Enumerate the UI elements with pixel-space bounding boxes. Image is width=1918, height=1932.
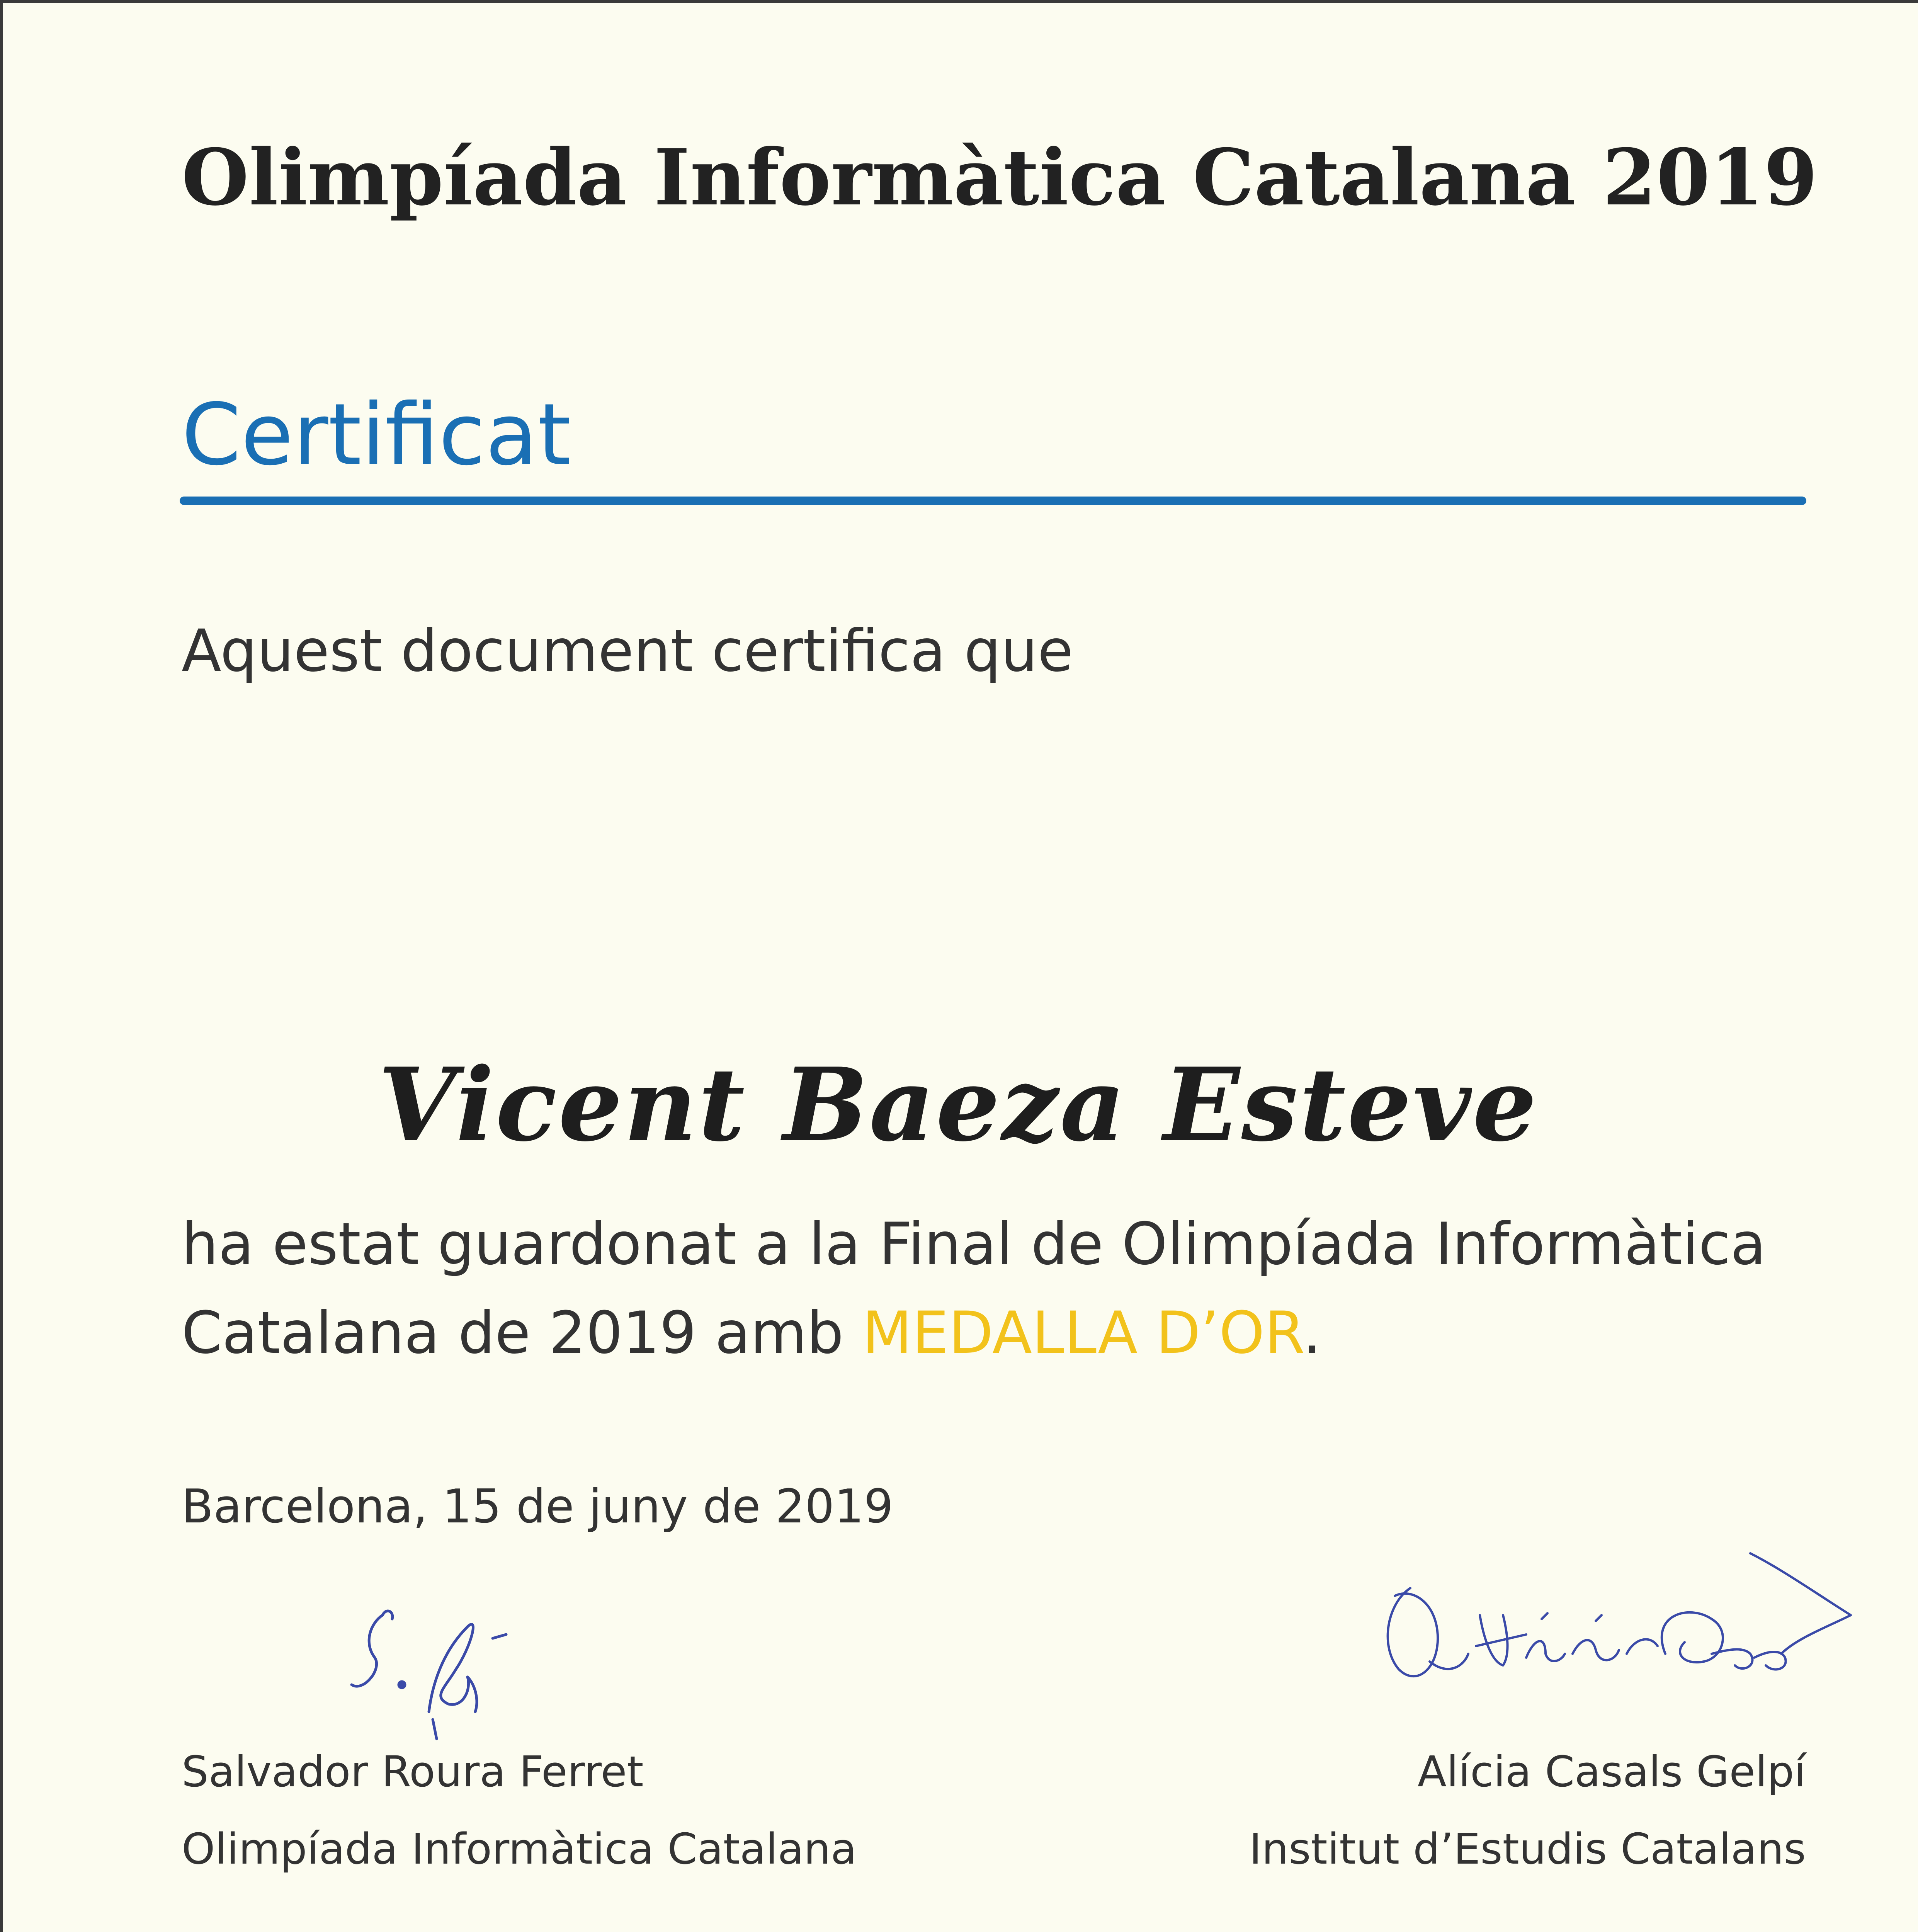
scan-border-left <box>0 0 3 1932</box>
award-text-suffix: . <box>1302 1299 1321 1367</box>
signature-left <box>340 1592 556 1754</box>
certificate-heading: Certificat <box>182 385 571 484</box>
signer-right-name: Alícia Casals Gelpí <box>1417 1747 1806 1796</box>
award-text-line-2 <box>182 1294 1321 1372</box>
heading-underline <box>180 497 1806 505</box>
signature-right <box>1364 1538 1866 1739</box>
recipient-name: Vicent Baeza Esteve <box>378 1046 1539 1164</box>
signer-left-name: Salvador Roura Ferret <box>182 1747 644 1796</box>
intro-text: Aquest document certifica que <box>182 617 1073 685</box>
event-title: Olimpíada Informàtica Catalana 2019 <box>182 132 1818 223</box>
award-text-prefix: Catalana de 2019 amb <box>182 1299 862 1367</box>
award-text-line-1: ha estat guardonat a la Final de Olimpíada Informàtica <box>182 1211 1766 1278</box>
signer-right-organization: Institut d’Estudis Catalans <box>1249 1824 1806 1874</box>
place-date: Barcelona, 15 de juny de 2019 <box>182 1480 894 1534</box>
scan-border-top <box>0 0 1918 3</box>
medal-label: MEDALLA D’OR <box>862 1299 1303 1367</box>
signer-left-organization: Olimpíada Informàtica Catalana <box>182 1824 857 1874</box>
